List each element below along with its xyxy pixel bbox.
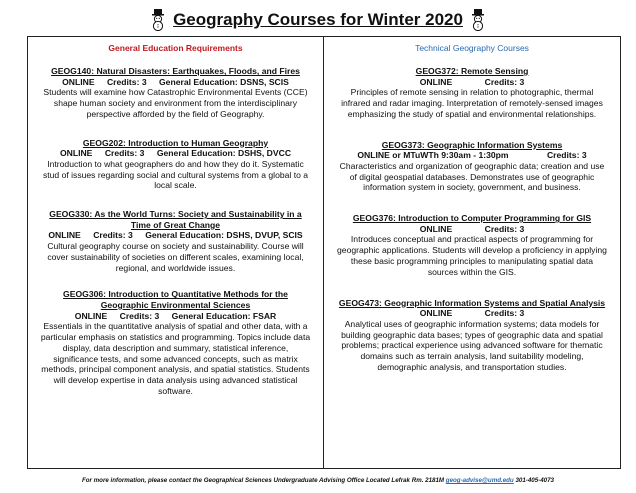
course-geog330 xyxy=(40,209,311,273)
course-geog373 xyxy=(336,140,608,194)
course-gened: General Education: DSNS, SCIS xyxy=(159,76,289,87)
course-geog306 xyxy=(40,289,311,396)
course-description: Students will examine how Catastrophic Environmental Events (CCE) shape human society and environment from the interdisciplinary perspective afforded by the field of Geography. xyxy=(43,87,308,119)
footer xyxy=(0,477,636,484)
footer-text: For more information, please contact the Geographical Sciences Undergraduate Advising Office Located Lefrak Rm. 2181M xyxy=(81,477,445,484)
course-table xyxy=(27,36,621,469)
course-credits: Credits: 3 xyxy=(546,150,587,161)
course-geog202 xyxy=(40,138,311,192)
course-title: GEOG373: Geographic Information Systems xyxy=(381,139,563,150)
course-meta xyxy=(336,77,608,88)
course-gened: General Education: DSHS, DVCC xyxy=(156,148,292,159)
course-meta xyxy=(40,230,311,241)
course-credits: Credits: 3 xyxy=(104,148,145,159)
course-format: ONLINE xyxy=(419,76,453,87)
course-description: Introduction to what geographers do and how they do it. Systematic stud of issues regarding social and cultural systems from a global to a local scale. xyxy=(42,158,309,191)
gened-column xyxy=(28,37,324,468)
course-description: Analytical uses of geographic information systems; data models for building geographic data bases; types of geographic data and spatial problems; practical experience using advanced software for thematic domains such as terrain analysis, land suitability modeling, demographic analysis, and transportation studies. xyxy=(341,318,603,372)
course-credits: Credits: 3 xyxy=(484,223,525,234)
course-description: Cultural geography course on society and sustainability. Course will cover sustainability of societies on different scales, examining local, regional, and worldwide issues. xyxy=(47,240,304,273)
course-credits: Credits: 3 xyxy=(484,308,525,319)
technical-header: Technical Geography Courses xyxy=(415,43,529,53)
course-title: GEOG140: Natural Disasters: Earthquakes, Floods, and Fires xyxy=(51,66,300,76)
course-geog473 xyxy=(336,298,608,373)
course-format: ONLINE xyxy=(48,230,81,241)
course-meta xyxy=(40,148,311,159)
course-credits: Credits: 3 xyxy=(119,310,160,321)
course-meta xyxy=(40,311,311,322)
course-geog376 xyxy=(336,213,608,277)
course-meta xyxy=(336,150,608,161)
snowman-icon xyxy=(469,9,487,31)
course-description: Principles of remote sensing in relation to photographic, thermal infrared and radar imaging. Interpretation of remotely-sensed images emphasizing the study of spatial and environmental relationships. xyxy=(341,87,603,119)
course-meta xyxy=(336,224,608,235)
course-title: GEOG306: Introduction to Quantitative Methods for the Geographic Environmental Sciences xyxy=(63,289,288,310)
course-meta xyxy=(336,308,608,319)
advising-email-link[interactable]: geog-advise@umd.edu xyxy=(445,477,514,484)
technical-column xyxy=(324,37,620,468)
page-title: Geography Courses for Winter 2020 xyxy=(173,10,463,29)
footer-phone: 301-405-4073 xyxy=(515,477,554,484)
course-title: GEOG372: Remote Sensing xyxy=(415,66,529,76)
course-title: GEOG202: Introduction to Human Geography xyxy=(82,137,269,148)
course-title: GEOG473: Geographic Information Systems and Spatial Analysis xyxy=(338,297,606,308)
course-gened: General Education: FSAR xyxy=(171,310,277,321)
course-format: ONLINE xyxy=(419,308,453,319)
course-format: ONLINE xyxy=(74,310,108,321)
course-title: GEOG376: Introduction to Computer Programming for GIS xyxy=(352,213,592,224)
course-credits: Credits: 3 xyxy=(93,230,133,241)
course-credits: Credits: 3 xyxy=(106,76,147,87)
gened-header: General Education Requirements xyxy=(108,43,243,53)
course-geog140 xyxy=(40,66,311,120)
course-geog372 xyxy=(336,66,608,120)
course-format: ONLINE or MTuWTh 9:30am - 1:30pm xyxy=(357,150,509,161)
course-format: ONLINE xyxy=(419,223,453,234)
course-description: Introduces conceptual and practical aspects of programming for geographic applications. Students will develop a proficiency in applying these basic programming principles to manipulating spatial data sources within the GIS. xyxy=(337,234,607,277)
course-title: GEOG330: As the World Turns: Society and Sustainability in a Time of Great Change xyxy=(49,209,302,230)
course-gened: General Education: DSHS, DVUP, SCIS xyxy=(145,230,303,241)
course-format: ONLINE xyxy=(59,148,93,159)
course-description: Essentials in the quantitative analysis of spatial and other data, with a particular emphasis on statistics and programming. Topics include data display, data description and summary, statistical inference, significance tests, and some advanced concepts, such as matrix methods, principal component analysis, and spatial statistics. Students will develop expertise in data analysis using advanced statistical software. xyxy=(40,321,311,396)
course-credits: Credits: 3 xyxy=(484,76,525,87)
course-format: ONLINE xyxy=(62,76,95,87)
course-meta xyxy=(40,77,311,88)
title-row xyxy=(0,8,636,32)
course-description: Characteristics and organization of geographic data; creation and use of digital geospatial databases. Demonstrates use of geographic information system in society, government, and business. xyxy=(339,160,605,193)
snowman-icon xyxy=(149,9,167,31)
